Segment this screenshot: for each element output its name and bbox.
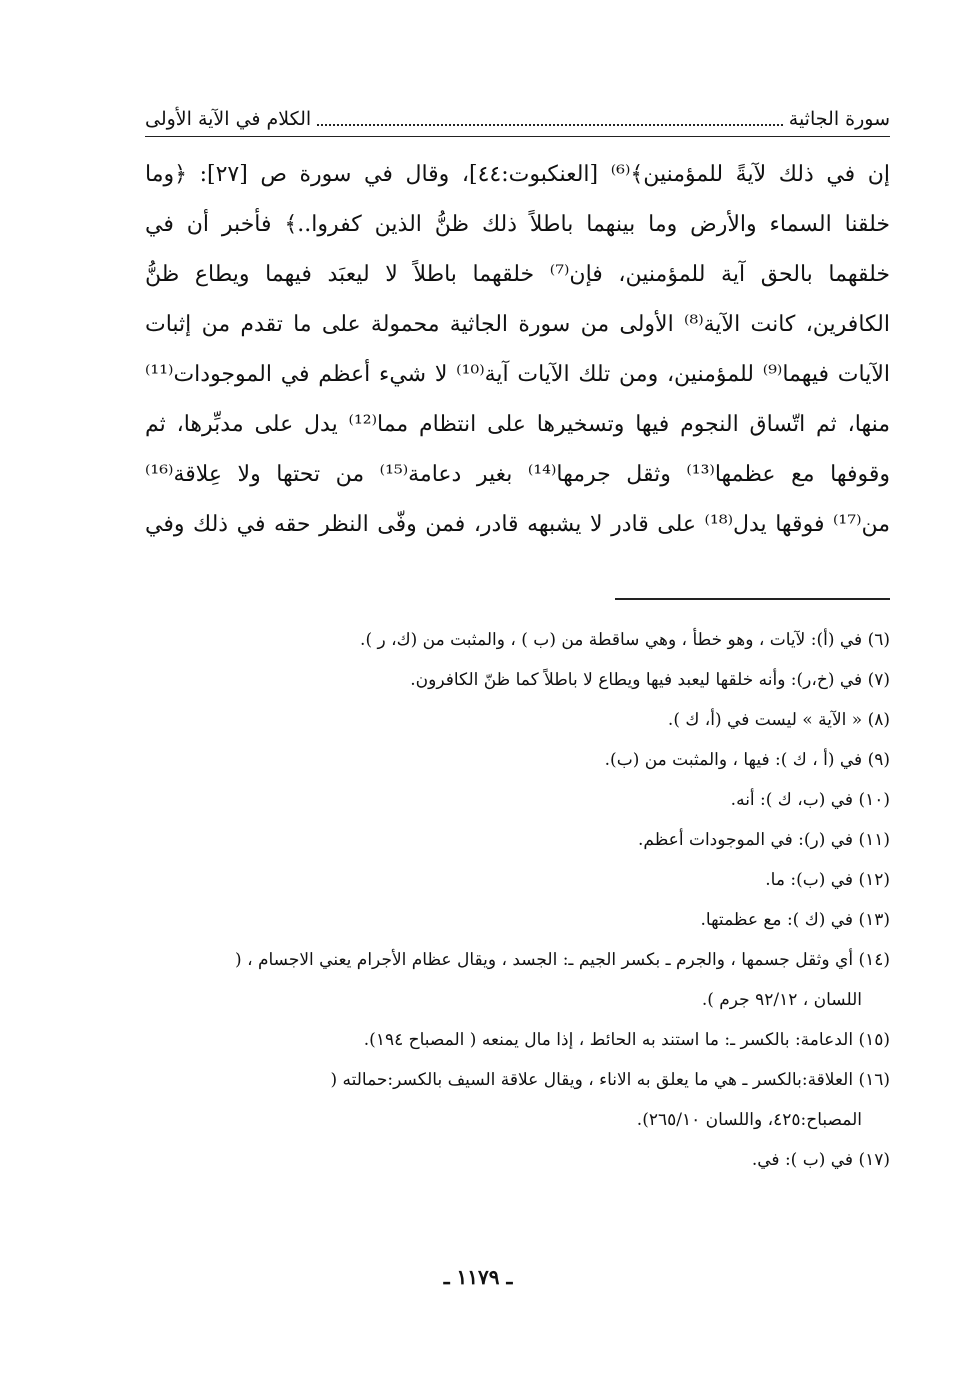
footnote: (١٠) في (ب، ك ): أنه. — [730, 790, 890, 810]
body-line: منها، ثم اتّساق النجوم فيها وتسخيرها على انتظام مما⁽¹²⁾ يدل على مدبِّرها، ثم — [145, 412, 890, 437]
page-number: ـ ١١٧٩ ـ — [443, 1265, 513, 1289]
body-line: خلقنا السماء والأرض وما بينهما باطلاً ذلك ظنُّ الذين كفروا..﴾ فأخبر أن في — [145, 212, 890, 237]
footnote: (١٤) أي وثقل جسمها ، والجرم ـ بكسر الجيم ـ: الجسد ، ويقال عظام الأجرام يعني الاجسام ، ( — [235, 950, 890, 970]
footnotes — [145, 620, 890, 1180]
body-line: خلقهما بالحق آية للمؤمنين، فإن⁽⁷⁾ خلقهما باطلاً لا ليعبَد فيهما ويطاع ظنُّ — [145, 262, 890, 287]
body-line: من⁽¹⁷⁾ فوقها يدل⁽¹⁸⁾ على قادر لا يشبهه قادر، فمن وفّى النظر حقه في ذلك وفي — [145, 512, 890, 537]
footnote-separator — [615, 598, 890, 600]
body-text — [145, 150, 890, 550]
body-line: الكافرين، كانت الآية⁽⁸⁾ الأولى من سورة الجاثية محمولة على ما تقدم من إثبات — [145, 312, 890, 337]
running-header — [145, 100, 890, 134]
header-section-title: الكلام في الآية الأولى — [145, 108, 312, 130]
body-line: الآيات فيهما⁽⁹⁾ للمؤمنين، ومن تلك الآيات آية⁽¹⁰⁾ لا شيء أعظم في الموجودات⁽¹¹⁾ — [145, 362, 890, 387]
footnote: (٩) في (أ ، ك ): فيها ، والمثبت من (ب). — [604, 750, 890, 770]
footnote: (١٥) الدعامة: بالكسر ـ: ما استند به الحائط ، إذا مال يمنعه ( المصباح ١٩٤). — [363, 1030, 890, 1050]
footnote: (١٣) في (ك ): مع عظمتها. — [700, 910, 890, 930]
footnote: (١١) في (ر): في الموجودات أعظم. — [638, 830, 890, 850]
footnote: (٧) في (خ،ر): وأنه خلقها ليعبد فيها ويطاع لا باطلاً كما ظنّ الكافرون. — [410, 670, 890, 690]
footnote: (١٦) العلاقة:بالكسر ـ هي ما يعلق به الاناء ، ويقال علاقة السيف بالكسر:حمالته ( — [330, 1070, 890, 1090]
footnote: (١٢) في (ب): ما. — [765, 870, 890, 890]
footnote-continuation: اللسان ، ٩٢/١٢ جرم ). — [701, 990, 862, 1010]
footnote-continuation: المصباح:٤٢٥، واللسان ٢٦٥/١٠). — [636, 1110, 862, 1130]
body-line: وقوفها مع عظمها⁽¹³⁾ وثقل جرمها⁽¹⁴⁾ بغير دعامة⁽¹⁵⁾ من تحتها ولا عِلاقة⁽¹⁶⁾ — [145, 462, 890, 487]
header-surah-title: سورة الجاثية — [788, 108, 890, 130]
body-line: إن في ذلك لآيةً للمؤمنين﴾⁽⁶⁾ [العنكبوت:٤٤]، وقال في سورة ص [٢٧]: ﴿وما — [145, 162, 890, 187]
footnote: (٨) « الآية » ليست في (أ، ك ). — [667, 710, 890, 730]
footnote: (١٧) في (ب ): في. — [751, 1150, 890, 1170]
header-rule — [145, 136, 890, 137]
header-dot-leader — [317, 124, 783, 126]
footnote: (٦) في (أ): لآيات ، وهو خطأ ، وهي ساقطة من (ب ) ، والمثبت من (ك، ر ). — [360, 630, 890, 650]
